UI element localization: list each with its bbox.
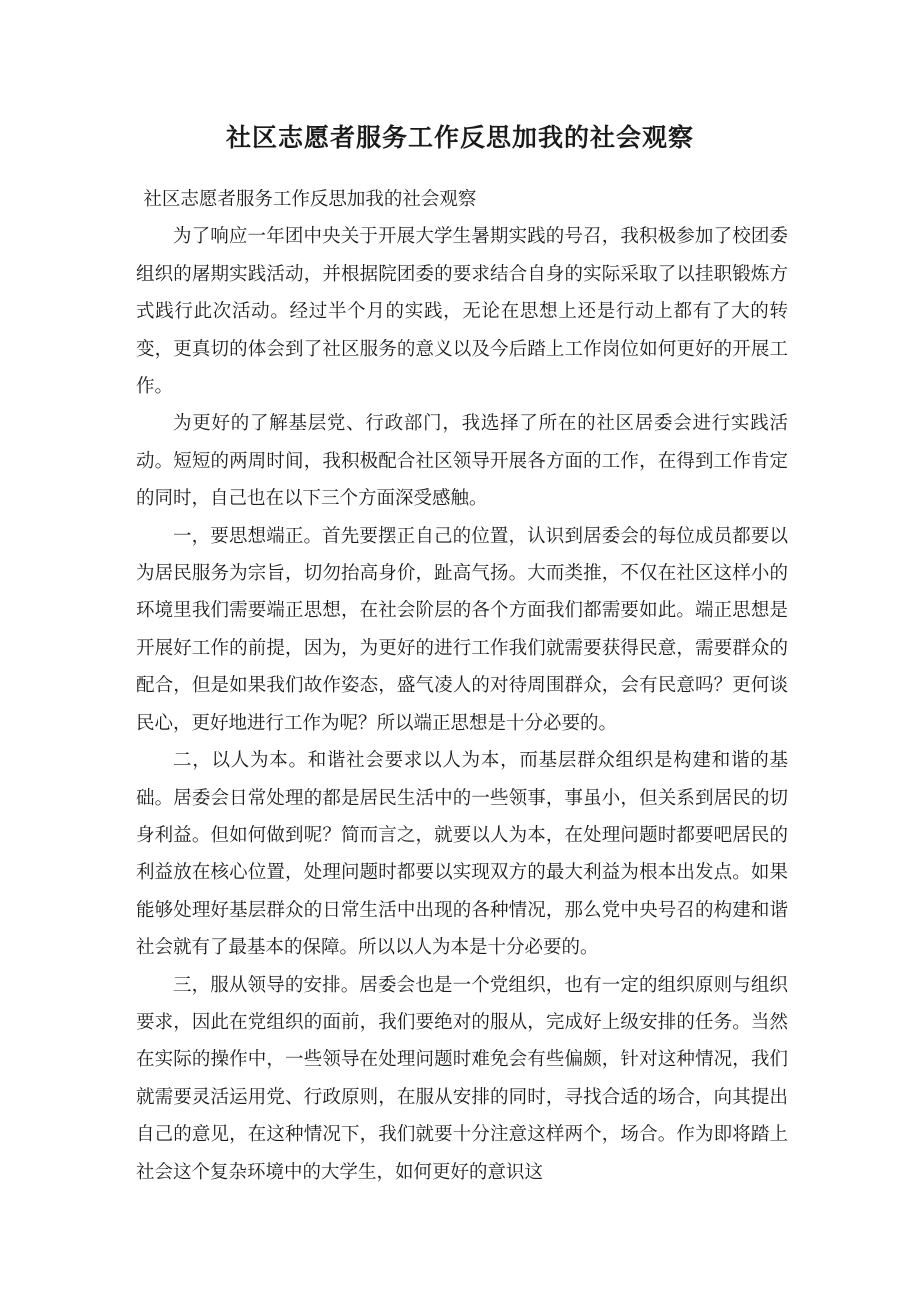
document-title: 社区志愿者服务工作反思加我的社会观察 <box>225 123 694 152</box>
paragraph-point-three: 三，服从领导的安排。居委会也是一个党组织，也有一定的组织原则与组织要求，因此在党组织的面前，我们要绝对的服从，完成好上级安排的任务。当然在实际的操作中，一些领导在处理问题时难免会有些偏颇，针对这种情况，我们就需要灵活运用党、行政原则，在服从安排的同时，寻找合适的场合，向其提出自己的意见，在这种情况下，我们就要十分注意这样两个，场合。作为即将踏上社会这个复杂环境中的大学生，如何更好的意识这 <box>136 974 788 1183</box>
document-body <box>136 181 788 1191</box>
paragraph-background: 为更好的了解基层党、行政部门，我选择了所在的社区居委会进行实践活动。短短的两周时间，我积极配合社区领导开展各方面的工作，在得到工作肯定的同时，自己也在以下三个方面深受感触。 <box>136 413 788 510</box>
paragraph-point-one: 一，要思想端正。首先要摆正自己的位置，认识到居委会的每位成员都要以为居民服务为宗旨，切勿抬高身价，趾高气扬。大而类推，不仅在社区这样小的环境里我们需要端正思想，在社会阶层的各个方面我们都需要如此。端正思想是开展好工作的前提，因为，为更好的进行工作我们就需要获得民意，需要群众的配合，但是如果我们故作姿态，盛气凌人的对待周围群众，会有民意吗？更何谈民心，更好地进行工作为呢？所以端正思想是十分必要的。 <box>136 525 788 734</box>
paragraph-intro: 为了响应一年团中央关于开展大学生暑期实践的号召，我积极参加了校团委组织的屠期实践活动，并根据院团委的要求结合自身的实际采取了以挂职锻炼方式践行此次活动。经过半个月的实践，无论在思想上还是行动上都有了大的转变，更真切的体会到了社区服务的意义以及今后踏上工作岗位如何更好的开展工作。 <box>136 226 788 398</box>
paragraph-point-two: 二，以人为本。和谐社会要求以人为本，而基层群众组织是构建和谐的基础。居委会日常处理的都是居民生活中的一些领事，事虽小，但关系到居民的切身利益。但如何做到呢？简而言之，就要以人为本，在处理问题时都要吧居民的利益放在核心位置，处理问题时都要以实现双方的最大利益为根本出发点。如果能够处理好基层群众的日常生活中出现的各种情况，那么党中央号召的构建和谐社会就有了最基本的保障。所以以人为本是十分必要的。 <box>136 750 788 959</box>
document-subtitle: 社区志愿者服务工作反思加我的社会观察 <box>143 189 477 210</box>
